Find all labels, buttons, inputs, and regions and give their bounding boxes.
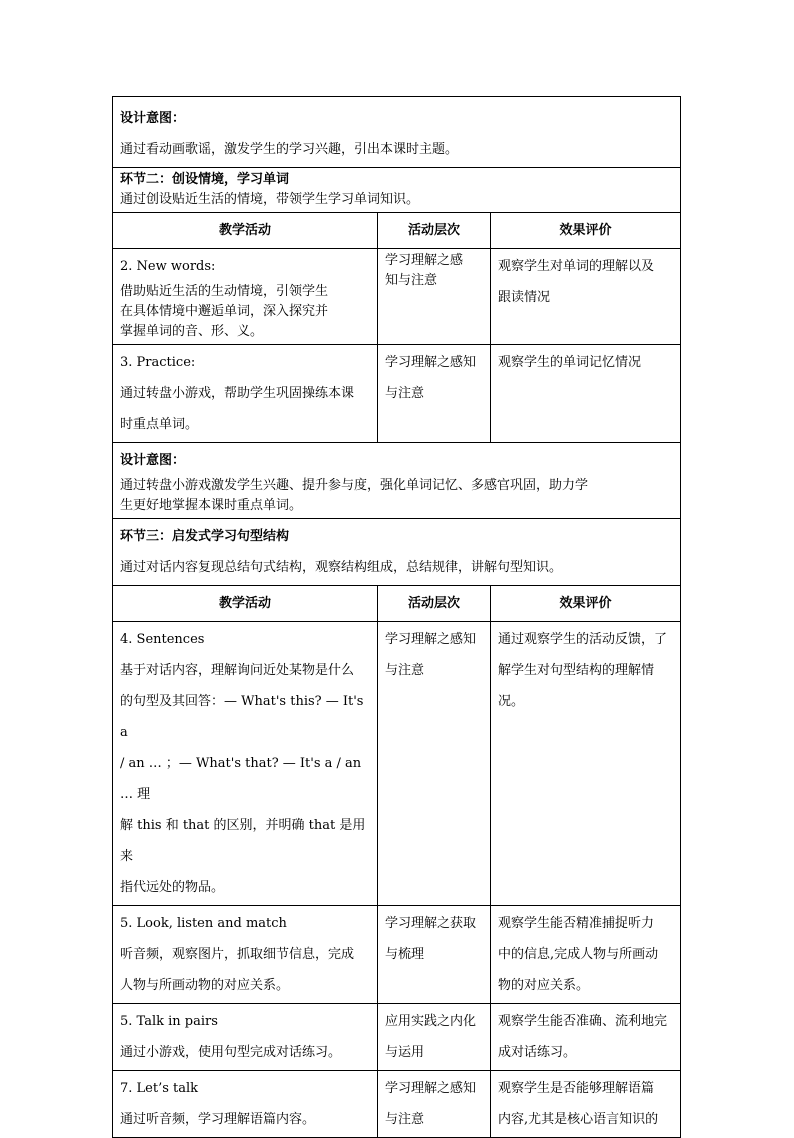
evaluation-line: 解学生对句型结构的理解情: [498, 663, 655, 678]
level-line: 与注意: [385, 386, 425, 401]
evaluation-line: 观察学生能否精准捕捉听力: [498, 916, 655, 931]
activity-title: 2. New words:: [120, 259, 216, 274]
activity-line: 通过转盘小游戏，帮助学生巩固操练本课: [120, 386, 355, 401]
evaluation-line: 成对话练习。: [498, 1045, 577, 1060]
activity-title: 4. Sentences: [120, 632, 205, 647]
evaluation-line: 物的对应关系。: [498, 978, 590, 993]
design-intent-title: 设计意图：: [120, 453, 186, 468]
section-three-title: 环节三：启发式学习句型结构: [120, 529, 290, 544]
activity-line: 的句型及其回答：— What's this? — It's a: [120, 694, 364, 740]
activity-line: 借助贴近生活的生动情境，引领学生: [120, 284, 329, 299]
activity-line: 在具体情境中邂逅单词，深入探究并: [120, 304, 329, 319]
table-row: [113, 1071, 681, 1138]
level-line: 知与注意: [385, 273, 438, 288]
activity-line: 听音频，观察图片，抓取细节信息，完成: [120, 947, 355, 962]
section-three-row: [113, 519, 681, 586]
level-line: 与注意: [385, 1112, 425, 1127]
header-evaluation: 效果评价: [491, 213, 681, 249]
activity-line: 通过小游戏，使用句型完成对话练习。: [120, 1045, 342, 1060]
section-two-text: 通过创设贴近生活的情境，带领学生学习单词知识。: [120, 192, 420, 207]
lesson-plan-table: [112, 96, 681, 1138]
evaluation-line: 观察学生对单词的理解以及: [498, 259, 655, 274]
activity-line: 基于对话内容，理解询问近处某物是什么: [120, 663, 355, 678]
table-row: [113, 249, 681, 345]
table-row: [113, 906, 681, 1004]
activity-title: 7. Let’s talk: [120, 1081, 199, 1096]
section-two-row: [113, 168, 681, 213]
design-intent-title: 设计意图：: [120, 111, 186, 126]
activity-line: 解 this 和 that 的区别，并明确 that 是用来: [120, 818, 366, 864]
header-evaluation: 效果评价: [491, 586, 681, 622]
level-line: 学习理解之感知: [385, 355, 477, 370]
header-row: [113, 213, 681, 249]
header-activity: 教学活动: [113, 586, 378, 622]
design-intent-row-1: [113, 97, 681, 168]
level-line: 与运用: [385, 1045, 425, 1060]
design-intent-line: 通过转盘小游戏激发学生兴趣、提升参与度，强化单词记忆、多感官巩固，助力学: [120, 478, 589, 493]
evaluation-line: 观察学生是否能够理解语篇: [498, 1081, 655, 1096]
section-three-text: 通过对话内容复现总结句式结构，观察结构组成，总结规律，讲解句型知识。: [120, 560, 563, 575]
table-row: [113, 622, 681, 906]
design-intent-row-2: [113, 443, 681, 519]
section-two-title: 环节二：创设情境，学习单词: [120, 172, 290, 187]
header-level: 活动层次: [378, 213, 491, 249]
header-activity: 教学活动: [113, 213, 378, 249]
activity-title: 3. Practice:: [120, 355, 196, 370]
evaluation-line: 跟读情况: [498, 290, 551, 305]
design-intent-text: 通过看动画歌谣，激发学生的学习兴趣，引出本课时主题。: [120, 142, 459, 157]
activity-line: 指代远处的物品。: [120, 880, 225, 895]
level-line: 应用实践之内化: [385, 1014, 477, 1029]
design-intent-line: 生更好地掌握本课时重点单词。: [120, 498, 303, 513]
activity-line: 掌握单词的音、形、义。: [120, 324, 264, 339]
level-line: 学习理解之感知: [385, 632, 477, 647]
activity-title: 5. Look, listen and match: [120, 916, 287, 931]
evaluation-line: 况。: [498, 694, 525, 709]
table-row: [113, 1004, 681, 1071]
level-line: 与梳理: [385, 947, 425, 962]
evaluation-line: 中的信息,完成人物与所画动: [498, 947, 659, 962]
level-line: 与注意: [385, 663, 425, 678]
activity-line: 通过听音频，学习理解语篇内容。: [120, 1112, 316, 1127]
level-line: 学习理解之获取: [385, 916, 477, 931]
header-level: 活动层次: [378, 586, 491, 622]
activity-line: 时重点单词。: [120, 417, 199, 432]
activity-line: / an … ；— What's that? — It's a / an … 理: [120, 756, 362, 802]
activity-title: 5. Talk in pairs: [120, 1014, 218, 1029]
evaluation-line: 观察学生的单词记忆情况: [498, 355, 642, 370]
evaluation-line: 通过观察学生的活动反馈，了: [498, 632, 668, 647]
level-line: 学习理解之感知: [385, 1081, 477, 1096]
activity-line: 人物与所画动物的对应关系。: [120, 978, 290, 993]
evaluation-line: 内容,尤其是核心语言知识的: [498, 1112, 659, 1127]
evaluation-line: 观察学生能否准确、流利地完: [498, 1014, 668, 1029]
level-line: 学习理解之感: [385, 253, 464, 268]
table-row: [113, 345, 681, 443]
header-row: [113, 586, 681, 622]
